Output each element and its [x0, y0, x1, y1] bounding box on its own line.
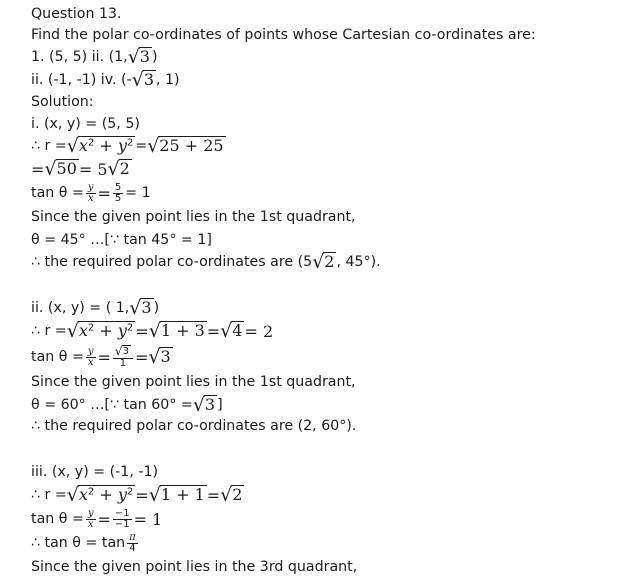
sqrt: √ 2 — [312, 250, 335, 273]
solution-label: Solution: — [31, 94, 94, 110]
part2-quadrant: Since the given point lies in the 1st quadrant, — [31, 374, 356, 390]
part2-tan-line: tan θ = $\frac{y}{x}$ = √ 3 1 = √ 3 — [31, 344, 171, 370]
part3-tan-pi: ∴ tan θ = tan $\frac{\pi}{4}$ — [31, 531, 136, 554]
question-text: Find the polar co-ordinates of points whose Cartesian co-ordinates are: — [31, 27, 536, 43]
sqrt: √ 4 — [220, 319, 243, 342]
fraction: $\frac{-1}{-1}$ — [114, 507, 130, 530]
sqrt: √ $x^2 + y^2$ — [66, 483, 134, 506]
part3-head: iii. (x, y) = (-1, -1) — [31, 464, 159, 480]
sqrt: √ $x^2 + y^2$ — [66, 134, 134, 157]
fraction: $\frac{\pi}{4}$ — [129, 531, 136, 554]
part1-r-line: ∴ r = √ $x^2 + y^2$ = √ 25 + 25 — [31, 134, 224, 157]
sqrt: √ 1 + 3 — [148, 319, 205, 342]
sqrt: √ 50 — [44, 157, 77, 180]
part2-theta: θ = 60° …[∵ tan 60° = √ 3 ] — [31, 393, 223, 416]
sqrt: √ 3 — [192, 393, 216, 416]
part2-r-line: ∴ r = √ $x^2 + y^2$ = √ 1 + 3 = √ 4 = 2 — [31, 319, 274, 342]
part1-r-simplified: = √ 50 = 5 √ 2 — [31, 157, 130, 180]
part2-answer: ∴ the required polar co-ordinates are (2, 60°). — [31, 418, 357, 434]
sqrt: √ $x^2 + y^2$ — [66, 319, 134, 342]
sqrt: √ 3 — [127, 45, 150, 68]
sqrt: √ 3 — [131, 68, 155, 91]
sqrt: √ 2 — [220, 483, 243, 506]
question-title: Question 13. — [31, 6, 122, 22]
part3-quadrant: Since the given point lies in the 3rd quadrant, — [31, 559, 358, 575]
fraction: $\frac{y}{x}$ — [87, 181, 94, 204]
sqrt: √ 3 — [129, 296, 152, 319]
fraction: $\frac{y}{x}$ — [87, 345, 94, 368]
sqrt: √ 2 — [107, 157, 130, 180]
question-list-2: ii. (-1, -1) iv. (- √ 3 , 1) — [31, 68, 180, 91]
fraction: √ 3 1 — [113, 345, 133, 370]
part1-tan-line: tan θ = $\frac{y}{x}$ = $\frac{5}{5}$ = 1 — [31, 181, 151, 204]
sqrt: √ 1 + 1 — [148, 483, 205, 506]
question-list-1: 1. (5, 5) ii. (1, √ 3 ) — [31, 45, 158, 68]
fraction: $\frac{5}{5}$ — [114, 181, 122, 204]
part3-r-line: ∴ r = √ $x^2 + y^2$ = √ 1 + 1 = √ 2 — [31, 483, 243, 506]
part1-theta: θ = 45° …[∵ tan 45° = 1] — [31, 232, 212, 248]
part1-quadrant: Since the given point lies in the 1st quadrant, — [31, 209, 356, 225]
sqrt: √ 3 — [148, 345, 171, 368]
part2-head: ii. (x, y) = ( 1, √ 3 ) — [31, 296, 160, 319]
part1-head: i. (x, y) = (5, 5) — [31, 116, 140, 132]
fraction: $\frac{y}{x}$ — [87, 507, 94, 530]
part1-answer: ∴ the required polar co-ordinates are (5 √ 2 , 45°). — [31, 250, 381, 273]
part3-tan-line: tan θ = $\frac{y}{x}$ = $\frac{-1}{-1}$ = 1 — [31, 507, 163, 530]
sqrt: √ 25 + 25 — [147, 134, 224, 157]
